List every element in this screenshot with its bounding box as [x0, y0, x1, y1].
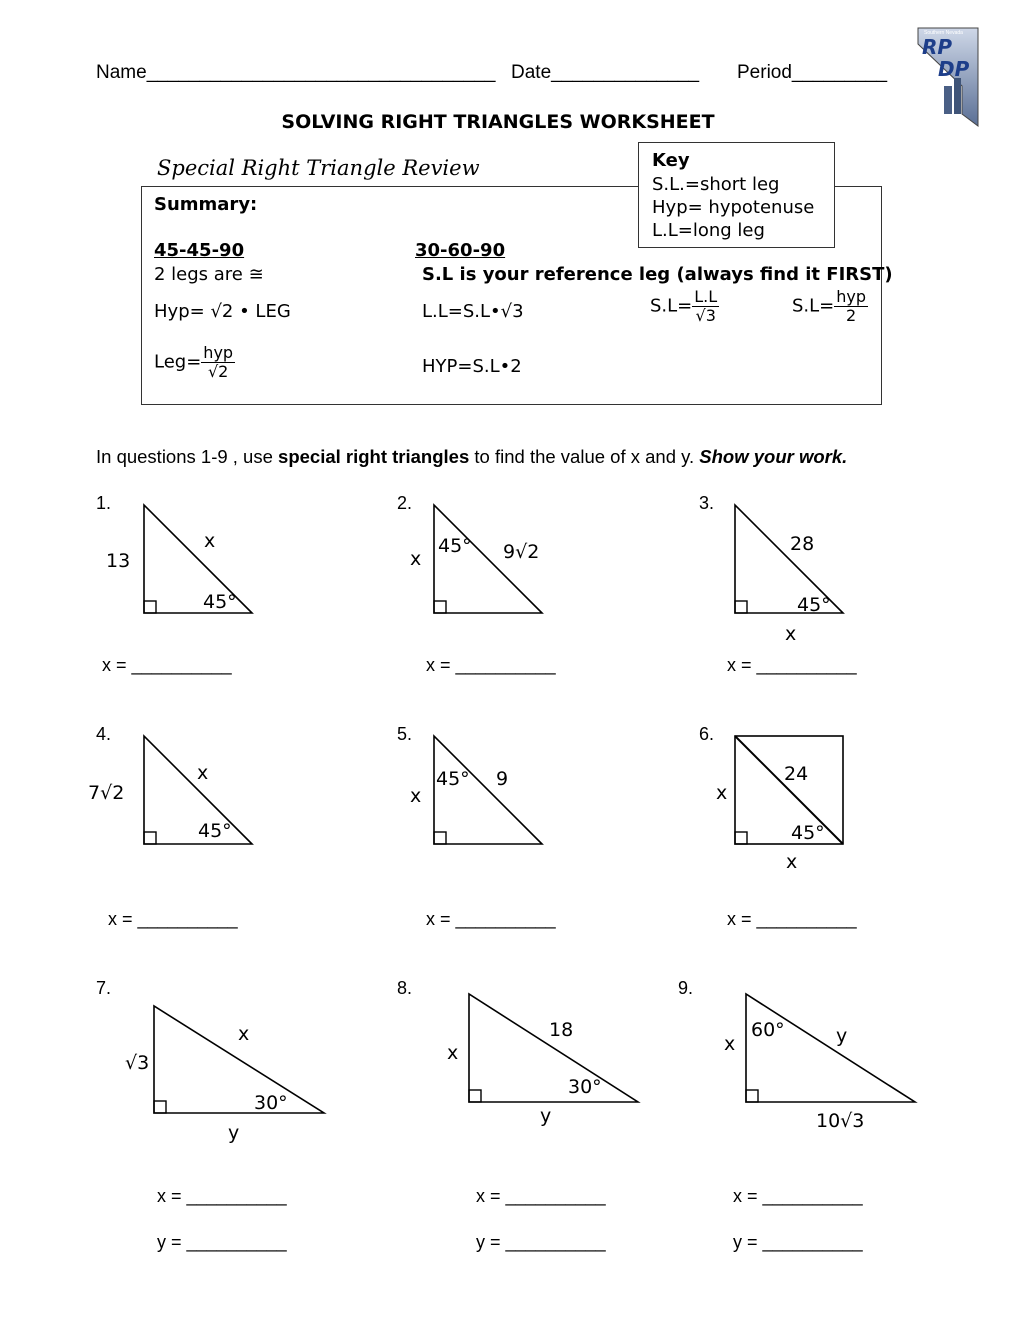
- page-title: SOLVING RIGHT TRIANGLES WORKSHEET: [281, 111, 715, 133]
- col1-hyp-prefix: Hyp=: [154, 301, 205, 322]
- col1-heading: 45-45-90: [154, 240, 245, 261]
- review-title: Special Right Triangle Review: [157, 156, 480, 180]
- key-heading: Key: [652, 150, 690, 171]
- side-label: x: [716, 782, 728, 804]
- side-label: x: [724, 1033, 736, 1055]
- answer-x[interactable]: x = __________: [108, 909, 238, 929]
- question-number: 6.: [699, 724, 715, 744]
- instructions-emphasis: Show your work.: [699, 446, 848, 467]
- side-label: x: [410, 548, 422, 570]
- question-number: 9.: [678, 978, 694, 998]
- right-angle-marker: [735, 832, 747, 844]
- col2-hyp-formula: HYP=S.L•2: [422, 356, 522, 377]
- question-number: 1.: [96, 493, 112, 513]
- right-angle-marker: [469, 1090, 481, 1102]
- angle-label: 45°: [791, 822, 825, 844]
- answer-x[interactable]: x = __________: [733, 1186, 863, 1206]
- diagonal: [735, 736, 843, 844]
- answer-y[interactable]: y = __________: [476, 1232, 606, 1252]
- answer-y[interactable]: y = __________: [733, 1232, 863, 1252]
- logo-line3: DP: [938, 57, 970, 81]
- side-label: x: [197, 762, 209, 784]
- right-angle-marker: [434, 832, 446, 844]
- col4-prefix: S.L=: [792, 295, 835, 317]
- question-number: 3.: [699, 493, 715, 513]
- triangle: [434, 736, 542, 844]
- angle-label: 45°: [198, 820, 232, 842]
- col1-leg-num: hyp: [203, 343, 234, 362]
- right-angle-marker: [735, 601, 747, 613]
- right-angle-marker: [434, 601, 446, 613]
- instructions-bold: special right triangles: [278, 446, 470, 467]
- side-label: x: [204, 530, 216, 552]
- question-number: 2.: [397, 493, 413, 513]
- summary-label: Summary:: [154, 194, 258, 215]
- logo-line2: RP: [922, 35, 953, 59]
- right-angle-marker: [144, 832, 156, 844]
- side-label: 24: [784, 763, 809, 785]
- side-label: √3: [125, 1052, 150, 1074]
- col1-leg-prefix: Leg=: [154, 351, 202, 373]
- period-line: _________: [791, 62, 888, 83]
- col2-heading: 30-60-90: [415, 240, 506, 261]
- side-label: x: [410, 785, 422, 807]
- col2-ll-formula: L.L=S.L•√3: [422, 301, 524, 322]
- col1-hyp-sqrt: √2: [210, 301, 234, 322]
- side-label: y: [228, 1122, 240, 1144]
- angle-label: 45°: [203, 591, 237, 613]
- col2-rule: S.L is your reference leg (always find it FIRST): [422, 264, 893, 285]
- answer-x[interactable]: x = __________: [102, 655, 232, 675]
- instructions-part2: to find the value of x and y.: [469, 446, 700, 467]
- angle-label: 30°: [254, 1092, 288, 1114]
- angle-label: 45°: [438, 535, 472, 557]
- answer-y[interactable]: y = __________: [157, 1232, 287, 1252]
- side-label: 9: [496, 768, 509, 790]
- angle-label: 30°: [568, 1076, 602, 1098]
- question-number: 5.: [397, 724, 413, 744]
- name-label: Name: [96, 62, 147, 83]
- angle-label: 45°: [797, 594, 831, 616]
- side-label: x: [238, 1023, 250, 1045]
- col4-den: 2: [846, 305, 857, 325]
- side-label: x: [447, 1042, 459, 1064]
- col1-rule: 2 legs are ≅: [154, 264, 264, 285]
- date-line: ______________: [551, 62, 700, 83]
- col3-den: √3: [695, 305, 716, 325]
- side-label: x: [786, 851, 798, 873]
- side-label: 10√3: [816, 1110, 865, 1132]
- key-line: Hyp= hypotenuse: [652, 197, 815, 218]
- answer-x[interactable]: x = __________: [727, 909, 857, 929]
- col1-hyp-suffix: • LEG: [239, 301, 291, 322]
- question-number: 8.: [397, 978, 413, 998]
- answer-x[interactable]: x = __________: [426, 655, 556, 675]
- period-label: Period: [737, 62, 792, 83]
- answer-x[interactable]: x = __________: [476, 1186, 606, 1206]
- answer-x[interactable]: x = __________: [157, 1186, 287, 1206]
- angle-label: 45°: [436, 768, 470, 790]
- question-number: 7.: [96, 978, 112, 998]
- angle-label: 60°: [751, 1019, 785, 1041]
- side-label: 9√2: [503, 541, 540, 563]
- side-label: y: [836, 1025, 848, 1047]
- side-label: 7√2: [88, 782, 125, 804]
- triangle: [746, 994, 915, 1102]
- col4-num: hyp: [836, 287, 867, 306]
- triangle: [469, 994, 638, 1102]
- answer-x[interactable]: x = __________: [727, 655, 857, 675]
- right-angle-marker: [154, 1101, 166, 1113]
- name-line: _________________________________: [146, 62, 496, 83]
- answer-x[interactable]: x = __________: [426, 909, 556, 929]
- col3-prefix: S.L=: [650, 295, 693, 317]
- side-label: x: [785, 623, 797, 645]
- date-label: Date: [511, 62, 552, 83]
- right-angle-marker: [746, 1090, 758, 1102]
- logo-line1: Southern Nevada: [924, 30, 963, 36]
- key-line: L.L=long leg: [652, 220, 765, 241]
- side-label: 18: [549, 1019, 574, 1041]
- col1-leg-den: √2: [207, 361, 229, 381]
- side-label: y: [540, 1105, 552, 1127]
- col3-num: L.L: [694, 287, 718, 306]
- question-number: 4.: [96, 724, 112, 744]
- side-label: 13: [106, 550, 131, 572]
- instructions-part1: In questions 1-9 , use: [96, 446, 279, 467]
- side-label: 28: [790, 533, 815, 555]
- key-line: S.L.=short leg: [652, 174, 780, 195]
- right-angle-marker: [144, 601, 156, 613]
